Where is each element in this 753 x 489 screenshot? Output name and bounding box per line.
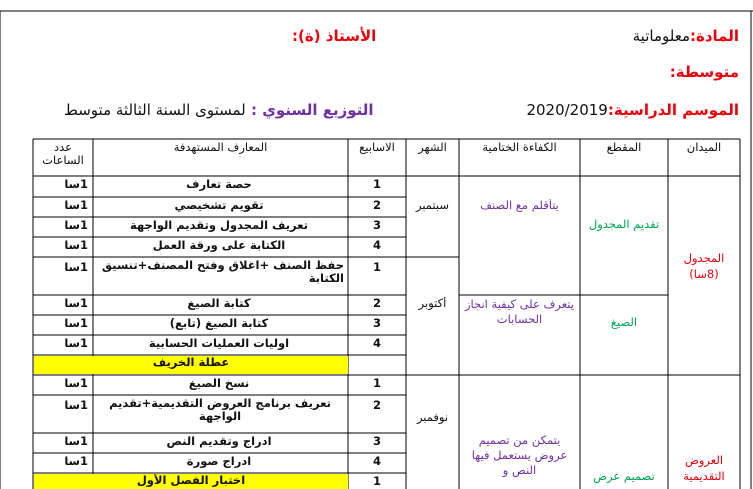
knowledge-cell: اوليات العمليات الحسابية (148, 337, 290, 350)
hours-cell: 1سا (64, 317, 88, 330)
week-cell: 1 (372, 178, 381, 191)
knowledge-cell: تقويم تشخيصي (174, 199, 264, 212)
col-section: المقطع (606, 141, 642, 154)
col-month: الشهر (418, 141, 447, 154)
week-cell: 1 (372, 377, 381, 390)
hours-cell: 1سا (64, 178, 88, 191)
knowledge-cell: نسخ الصيغ (188, 377, 250, 390)
section-1: تقديم المجدول (588, 217, 660, 231)
col-knowledge: المعارف المستهدفة (173, 141, 268, 154)
section-3: تصميم عرض (593, 470, 655, 483)
hours-cell: 1سا (64, 455, 88, 468)
week-cell: 3 (372, 219, 381, 232)
col-competency: الكفاءة الختامية (482, 141, 557, 154)
month-september: سبتمبر (415, 199, 450, 212)
section-2: الصيغ (610, 316, 638, 329)
hours-cell: 1سا (64, 435, 88, 448)
teacher-label: الأستاذ (ة): (292, 27, 377, 45)
hours-cell: 1سا (64, 239, 88, 252)
plan-label: التوزيع السنوي : (250, 101, 374, 119)
hours-cell: 1سا (64, 261, 88, 274)
week-cell: 1 (372, 261, 381, 274)
domain-2: العروض التقديمية (683, 453, 725, 483)
competency-1: يتأقلم مع الصنف (480, 199, 559, 212)
knowledge-cell: تعريف المجدول وتقديم الواجهة (129, 219, 308, 232)
col-weeks: الاسابيع (359, 141, 395, 154)
knowledge-cell: كتابة الصيغ (187, 297, 251, 310)
competency-2: يتعرف على كيفية انجاز الحسابات (465, 297, 574, 326)
hours-cell: 1سا (64, 377, 88, 390)
month-november: نوفمبر (416, 411, 449, 424)
knowledge-cell: حصة تعارف (186, 178, 252, 191)
hours-cell: 1سا (64, 399, 88, 412)
hours-cell: 1سا (64, 199, 88, 212)
exam-row: اختبار الفصل الأول (34, 474, 348, 489)
knowledge-cell: تعريف برنامج العروض التقديمية+تقديم الواجهة (109, 397, 331, 423)
year-label: الموسم الدراسية: (607, 101, 739, 119)
week-cell: 4 (372, 239, 381, 252)
col-hours: عدد الساعات (42, 141, 84, 167)
domain-1: المجدول (8سا) (683, 251, 725, 281)
subject-value: معلوماتية (632, 27, 690, 45)
knowledge-cell: كتابة الصيغ (تابع) (169, 317, 269, 330)
knowledge-cell: الكتابة على ورقة العمل (152, 239, 286, 252)
knowledge-cell: ادراج صورة (186, 455, 252, 468)
week-cell: 4 (372, 455, 381, 468)
year-value: 2020/2019 (526, 101, 608, 119)
week-cell: 3 (372, 435, 381, 448)
subject-label: المادة: (689, 27, 739, 45)
holiday-row: عطلة الخريف (34, 356, 348, 374)
week-cell: 2 (372, 399, 381, 412)
level-label: متوسطة: (669, 63, 739, 81)
week-cell: 4 (372, 337, 381, 350)
week-cell: 2 (372, 297, 381, 310)
competency-3: يتمكن من تصميم عروض يستعمل فيها النص و (471, 433, 568, 477)
week-cell: 1 (372, 475, 381, 488)
col-domain: الميدان (686, 141, 722, 154)
month-october: أكتوبر (418, 297, 447, 310)
knowledge-cell: حفظ الصنف +اغلاق وفتح المصنف+تنسيق الكتابة (101, 259, 344, 285)
week-cell: 2 (372, 199, 381, 212)
knowledge-cell: ادراج وتقديم النص (166, 435, 272, 448)
hours-cell: 1سا (64, 337, 88, 350)
plan-value: لمستوى السنة الثالثة متوسط (64, 101, 246, 119)
hours-cell: 1سا (64, 297, 88, 310)
week-cell: 3 (372, 317, 381, 330)
hours-cell: 1سا (64, 219, 88, 232)
